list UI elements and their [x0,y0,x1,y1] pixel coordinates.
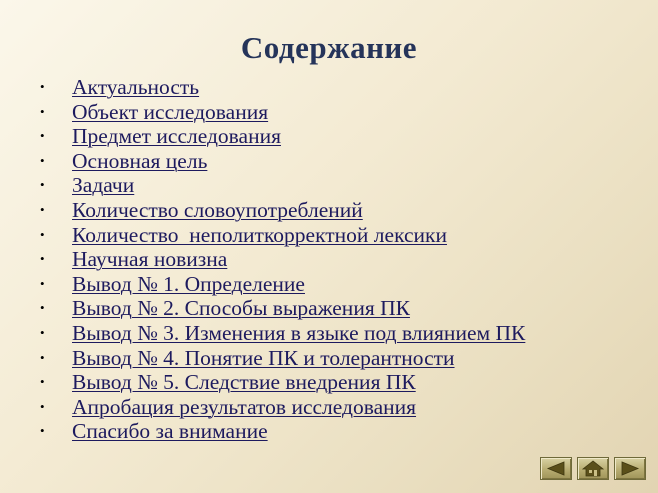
toc-item-conclusion-5 [38,370,525,395]
bullet-icon: • [40,374,45,390]
toc-link-main-goal[interactable]: Основная цель [72,148,208,173]
toc-item-conclusion-1 [38,272,525,297]
toc-item-conclusion-3 [38,321,525,346]
home-icon [582,460,604,477]
bullet-icon: • [40,177,45,193]
toc-item-word-usage-count [38,198,525,223]
toc-item-approbation [38,395,525,420]
bullet-icon: • [40,300,45,316]
toc-link-conclusion-1[interactable]: Вывод № 1. Определение [72,271,305,296]
toc-item-scientific-novelty [38,247,525,272]
toc-link-word-usage-count[interactable]: Количество словоупотреблений [72,197,363,222]
bullet-icon: • [40,201,45,217]
table-of-contents [38,75,525,444]
toc-item-incorrect-vocabulary-count [38,223,525,248]
bullet-icon: • [40,152,45,168]
toc-item-actuality [38,75,525,100]
toc-item-thanks [38,419,525,444]
toc-link-conclusion-5[interactable]: Вывод № 5. Следствие внедрения ПК [72,370,416,395]
toc-link-actuality[interactable]: Актуальность [72,75,200,99]
toc-link-conclusion-2[interactable]: Вывод № 2. Способы выражения ПК [72,296,410,321]
toc-link-conclusion-4[interactable]: Вывод № 4. Понятие ПК и толерантности [72,345,455,370]
toc-item-conclusion-4 [38,346,525,371]
slide-title: Содержание [240,30,418,65]
home-button[interactable] [577,457,609,480]
bullet-icon: • [40,398,45,414]
bullet-icon: • [40,128,45,144]
toc-link-thanks[interactable]: Спасибо за внимание [72,419,268,444]
toc-item-tasks [38,173,525,198]
toc-link-research-object[interactable]: Объект исследования [72,99,269,124]
toc-item-conclusion-2 [38,296,525,321]
toc-link-scientific-novelty[interactable]: Научная новизна [72,247,228,272]
bullet-icon: • [40,226,45,242]
toc-item-main-goal [38,149,525,174]
triangle-left-icon [546,461,566,476]
bullet-icon: • [40,79,45,94]
toc-link-incorrect-vocabulary-count[interactable]: Количество неполиткорректной лексики [72,222,447,247]
toc-link-tasks[interactable]: Задачи [72,173,135,198]
toc-item-research-subject [38,124,525,149]
toc-item-research-object [38,100,525,125]
toc-link-approbation[interactable]: Апробация результатов исследования [72,394,417,419]
bullet-icon: • [40,349,45,365]
toc-link-conclusion-3[interactable]: Вывод № 3. Изменения в языке под влиянием ПК [72,320,526,345]
previous-slide-button[interactable] [540,457,572,480]
bullet-icon: • [40,251,45,267]
bullet-icon: • [40,423,45,439]
next-slide-button[interactable] [614,457,646,480]
bullet-icon: • [40,324,45,340]
bullet-icon: • [40,275,45,291]
bullet-icon: • [40,103,45,119]
triangle-right-icon [620,461,640,476]
toc-link-research-subject[interactable]: Предмет исследования [72,124,281,149]
